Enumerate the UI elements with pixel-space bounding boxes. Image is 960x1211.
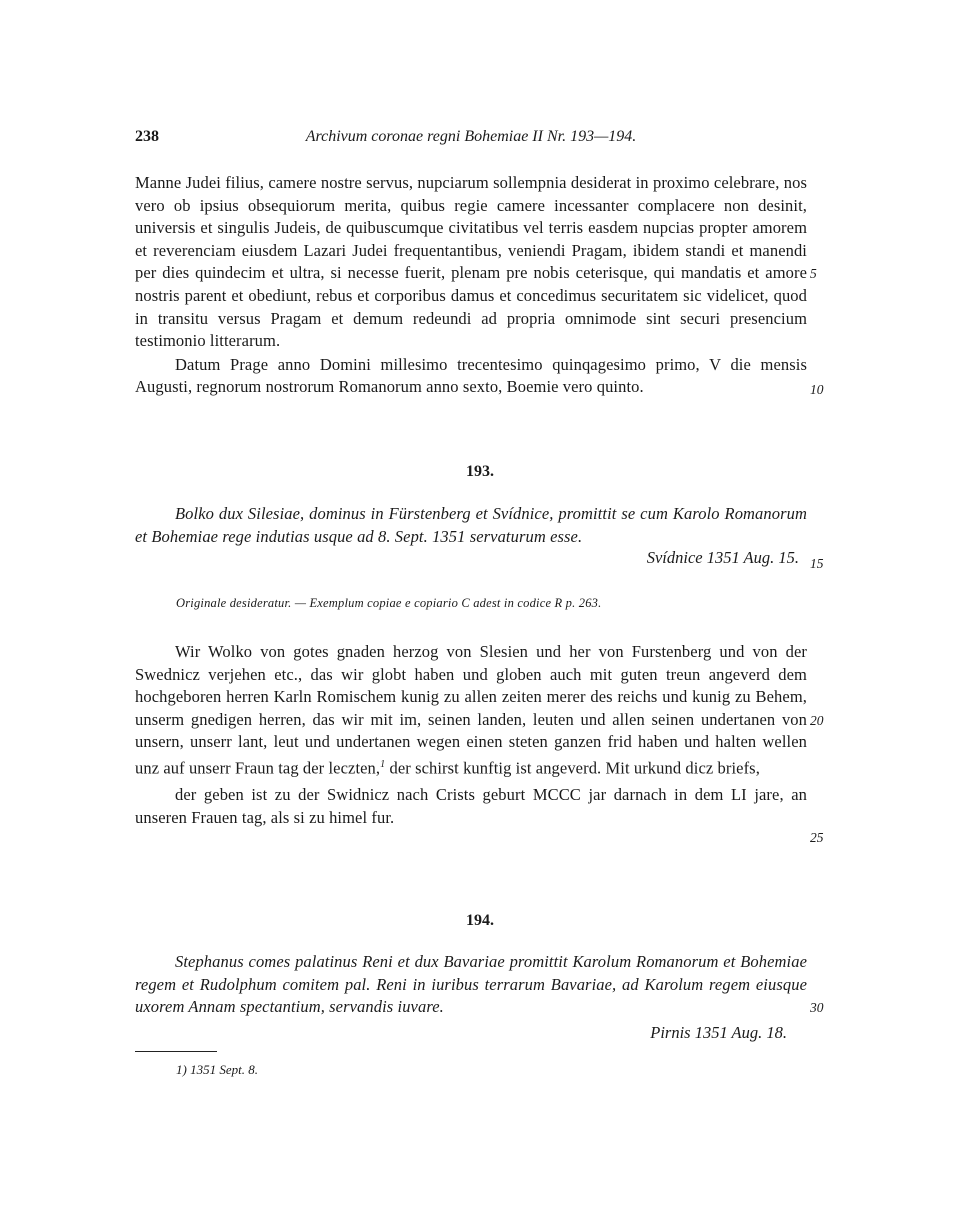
margin-line-number: 5 bbox=[810, 266, 817, 281]
charter-text-part2: der schirst kunftig ist angeverd. Mit urkund dicz briefs, bbox=[385, 758, 760, 778]
continuation-paragraph: Manne Judei filius, camere nostre servus, nupciarum sollempnia desiderat in proximo celebrare, nos vero ob ipsius obsequiorum merita, quibus regie camere incessanter complacere non desinit, universis et singulis Judeis, de quibuscumque civitatibus vel terris easdem nupcias propter amorem et reverenciam eiusdem Lazari Judei frequentantibus, veniendi Pragam, ibidem standi et manendi per dies quindecim et ultra, si necesse fuerit, plenam pre nobis ceterisque, qui mandatis et amore nostris parent et obediunt, rebus et corporibus damus et concedimus securitatem sic videlicet, quod in transitu versus Pragam et demum redeundi ad propria omnimode sint securi presencium testimonio litterarum. bbox=[135, 173, 807, 351]
page-header bbox=[135, 128, 807, 152]
document-number-194: 194. bbox=[466, 912, 494, 929]
charter-text bbox=[135, 641, 807, 780]
charter-dating: der geben ist zu der Swidnicz nach Crists geburt MCCC jar darnach in dem LI jare, an unseren Frauen tag, als si zu himel fur. bbox=[135, 785, 807, 827]
footnote-reference: 1 bbox=[380, 758, 386, 770]
charter-text-part1: Wir Wolko von gotes gnaden herzog von Slesien und her von Furstenberg und von der Swednicz verjehen etc., das wir globt haben und globen auch mit guten treun angeverd dem hochgeboren herren Karln Romischem kunig zu allen zeiten merer des reichs und kunig zu Behem, unserm gnedigen herren, das wir mit im, seinen landen, leuten und allen seinen undertanen von unsern, unserr lant, leut und undertanen wegen einen steten ganzen frid haben und halten wellen unz auf unserr Fraun tag der leczten, bbox=[135, 642, 807, 778]
margin-line-number: 20 bbox=[810, 713, 824, 728]
regest-text: Stephanus comes palatinus Reni et dux Bavariae promittit Karolum Romanorum et Bohemiae regem et Rudolphum comitem pal. Reni in iuribus terrarum Bavariae, ad Karolum regem eiusque uxorem Annam spectantium, servandis iuvare. bbox=[135, 952, 807, 1017]
continuation-text bbox=[135, 172, 807, 399]
text-193 bbox=[135, 641, 807, 829]
place-date: Svídnice 1351 Aug. 15. bbox=[646, 548, 799, 567]
place-date: Pirnis 1351 Aug. 18. bbox=[650, 1023, 787, 1042]
datum-paragraph: Datum Prage anno Domini millesimo trecentesimo quinqagesimo primo, V die mensis Augusti, regnorum nostrorum Romanorum anno sexto, Boemie vero quinto. bbox=[135, 354, 807, 397]
source-note: Originale desideratur. — Exemplum copiae e copiario C adest in codice R p. 263. bbox=[176, 596, 602, 610]
margin-line-number: 10 bbox=[810, 382, 824, 397]
footnote-separator bbox=[135, 1051, 217, 1052]
margin-line-number: 25 bbox=[810, 830, 824, 845]
page-number: 238 bbox=[135, 128, 159, 145]
regest-text: Bolko dux Silesiae, dominus in Fürstenberg et Svídnice, promittit se cum Karolo Romanorum et Bohemiae rege indutias usque ad 8. Sept. 1351 servaturum esse. bbox=[135, 504, 807, 546]
regest-194 bbox=[135, 951, 807, 1041]
margin-line-number: 30 bbox=[810, 1000, 824, 1015]
footnote: 1) 1351 Sept. 8. bbox=[176, 1062, 258, 1077]
running-title: Archivum coronae regni Bohemiae II Nr. 193—194. bbox=[305, 128, 637, 145]
regest-193 bbox=[135, 503, 807, 569]
margin-line-number: 15 bbox=[810, 556, 824, 571]
document-number-193: 193. bbox=[466, 463, 494, 480]
